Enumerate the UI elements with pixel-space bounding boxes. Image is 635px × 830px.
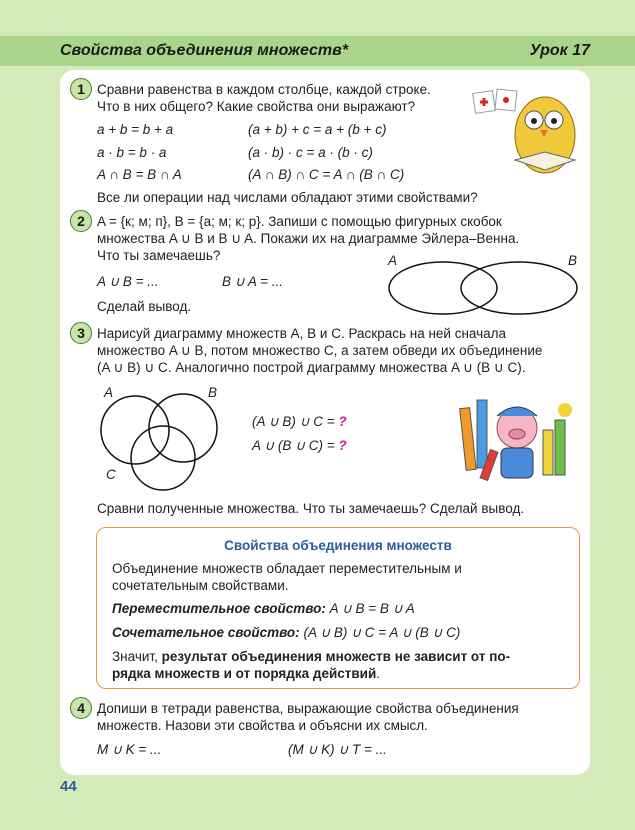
task-1-eq-right-2: (a · b) · c = a · (b · c) [248, 145, 373, 160]
lesson-header [0, 36, 635, 66]
task-2-text-line2: множества A ∪ B и B ∪ A. Покажи их на диаграмме Эйлера–Венна. [97, 231, 520, 246]
task-1-text-line2: Что в них общего? Какие свойства они выражают? [97, 99, 416, 114]
owl-reading-illustration [470, 80, 580, 180]
rule-commutative: Переместительное свойство: A ∪ B = B ∪ A [112, 601, 415, 616]
task-4-formula-1: M ∪ K = ... [97, 742, 162, 757]
task-1-number: 1 [70, 78, 92, 100]
lesson-title: Свойства объединения множеств* [60, 42, 349, 59]
rule-conclusion-line1: Значит, результат объединения множеств не зависит от по- [112, 649, 511, 664]
task-3-text-line1: Нарисуй диаграмму множеств A, B и C. Раскрась на ней сначала [97, 326, 507, 341]
task-1-eq-left-2: a · b = b · a [97, 145, 167, 160]
question-mark: ? [338, 438, 347, 453]
task-2-formula-2: B ∪ A = ... [222, 274, 284, 289]
rule-text-line1: Объединение множеств обладает переместительным и [112, 561, 462, 576]
question-mark: ? [338, 414, 347, 429]
task-3-text-line2: множество A ∪ B, потом множество C, а затем обведи их объединение [97, 343, 543, 358]
venn3-label-c: C [106, 467, 116, 482]
task-3-formula-2: A ∪ (B ∪ C) = ? [252, 438, 347, 453]
rule-conclusion-line2: рядка множеств и от порядка действий. [112, 666, 381, 681]
task-3-number: 3 [70, 322, 92, 344]
task-1-eq-right-3: (A ∩ B) ∩ C = A ∩ (B ∩ C) [248, 167, 405, 182]
rule-associative: Сочетательное свойство: (A ∪ B) ∪ C = A ∪ (B ∪ C) [112, 625, 461, 640]
task-2-conclusion: Сделай вывод. [97, 299, 192, 314]
task-1-text-line1: Сравни равенства в каждом столбце, каждой строке. [97, 82, 431, 97]
venn3-label-b: B [208, 385, 218, 400]
venn3-label-a: A [104, 385, 114, 400]
rule-text-line2: сочетательным свойствами. [112, 578, 289, 593]
venn-diagram-two-sets [385, 258, 585, 320]
task-4-formula-2: (M ∪ K) ∪ T = ... [288, 742, 387, 757]
task-4-text-line1: Допиши в тетради равенства, выражающие свойства объединения [97, 701, 519, 716]
lesson-number: Урок 17 [529, 42, 590, 59]
task-4-number: 4 [70, 697, 92, 719]
task-2-text-line1: A = {к; м; п}, B = {а; м; к; р}. Запиши с помощью фигурных скобок [97, 214, 502, 229]
page-number: 44 [60, 778, 77, 795]
task-3-question: Сравни полученные множества. Что ты замечаешь? Сделай вывод. [97, 501, 525, 516]
task-2-number: 2 [70, 210, 92, 232]
pig-with-pencils-illustration [455, 390, 580, 490]
task-1-eq-left-1: a + b = b + a [97, 122, 174, 137]
venn2-label-a: A [388, 253, 398, 268]
task-2-formula-1: A ∪ B = ... [97, 274, 159, 289]
task-1-eq-left-3: A ∩ B = B ∩ A [97, 167, 182, 182]
rule-title: Свойства объединения множеств [224, 538, 452, 553]
venn2-label-b: B [568, 253, 578, 268]
task-1-eq-right-1: (a + b) + c = a + (b + c) [248, 122, 387, 137]
task-3-formula-1: (A ∪ B) ∪ C = ? [252, 414, 347, 429]
task-4-text-line2: множеств. Назови эти свойства и объясни их смысл. [97, 718, 428, 733]
task-3-text-line3: (A ∪ B) ∪ C. Аналогично построй диаграмму множества A ∪ (B ∪ C). [97, 360, 526, 375]
venn-diagram-three-sets [95, 388, 235, 498]
task-1-question: Все ли операции над числами обладают этими свойствами? [97, 190, 478, 205]
task-2-text-line3: Что ты замечаешь? [97, 248, 221, 263]
